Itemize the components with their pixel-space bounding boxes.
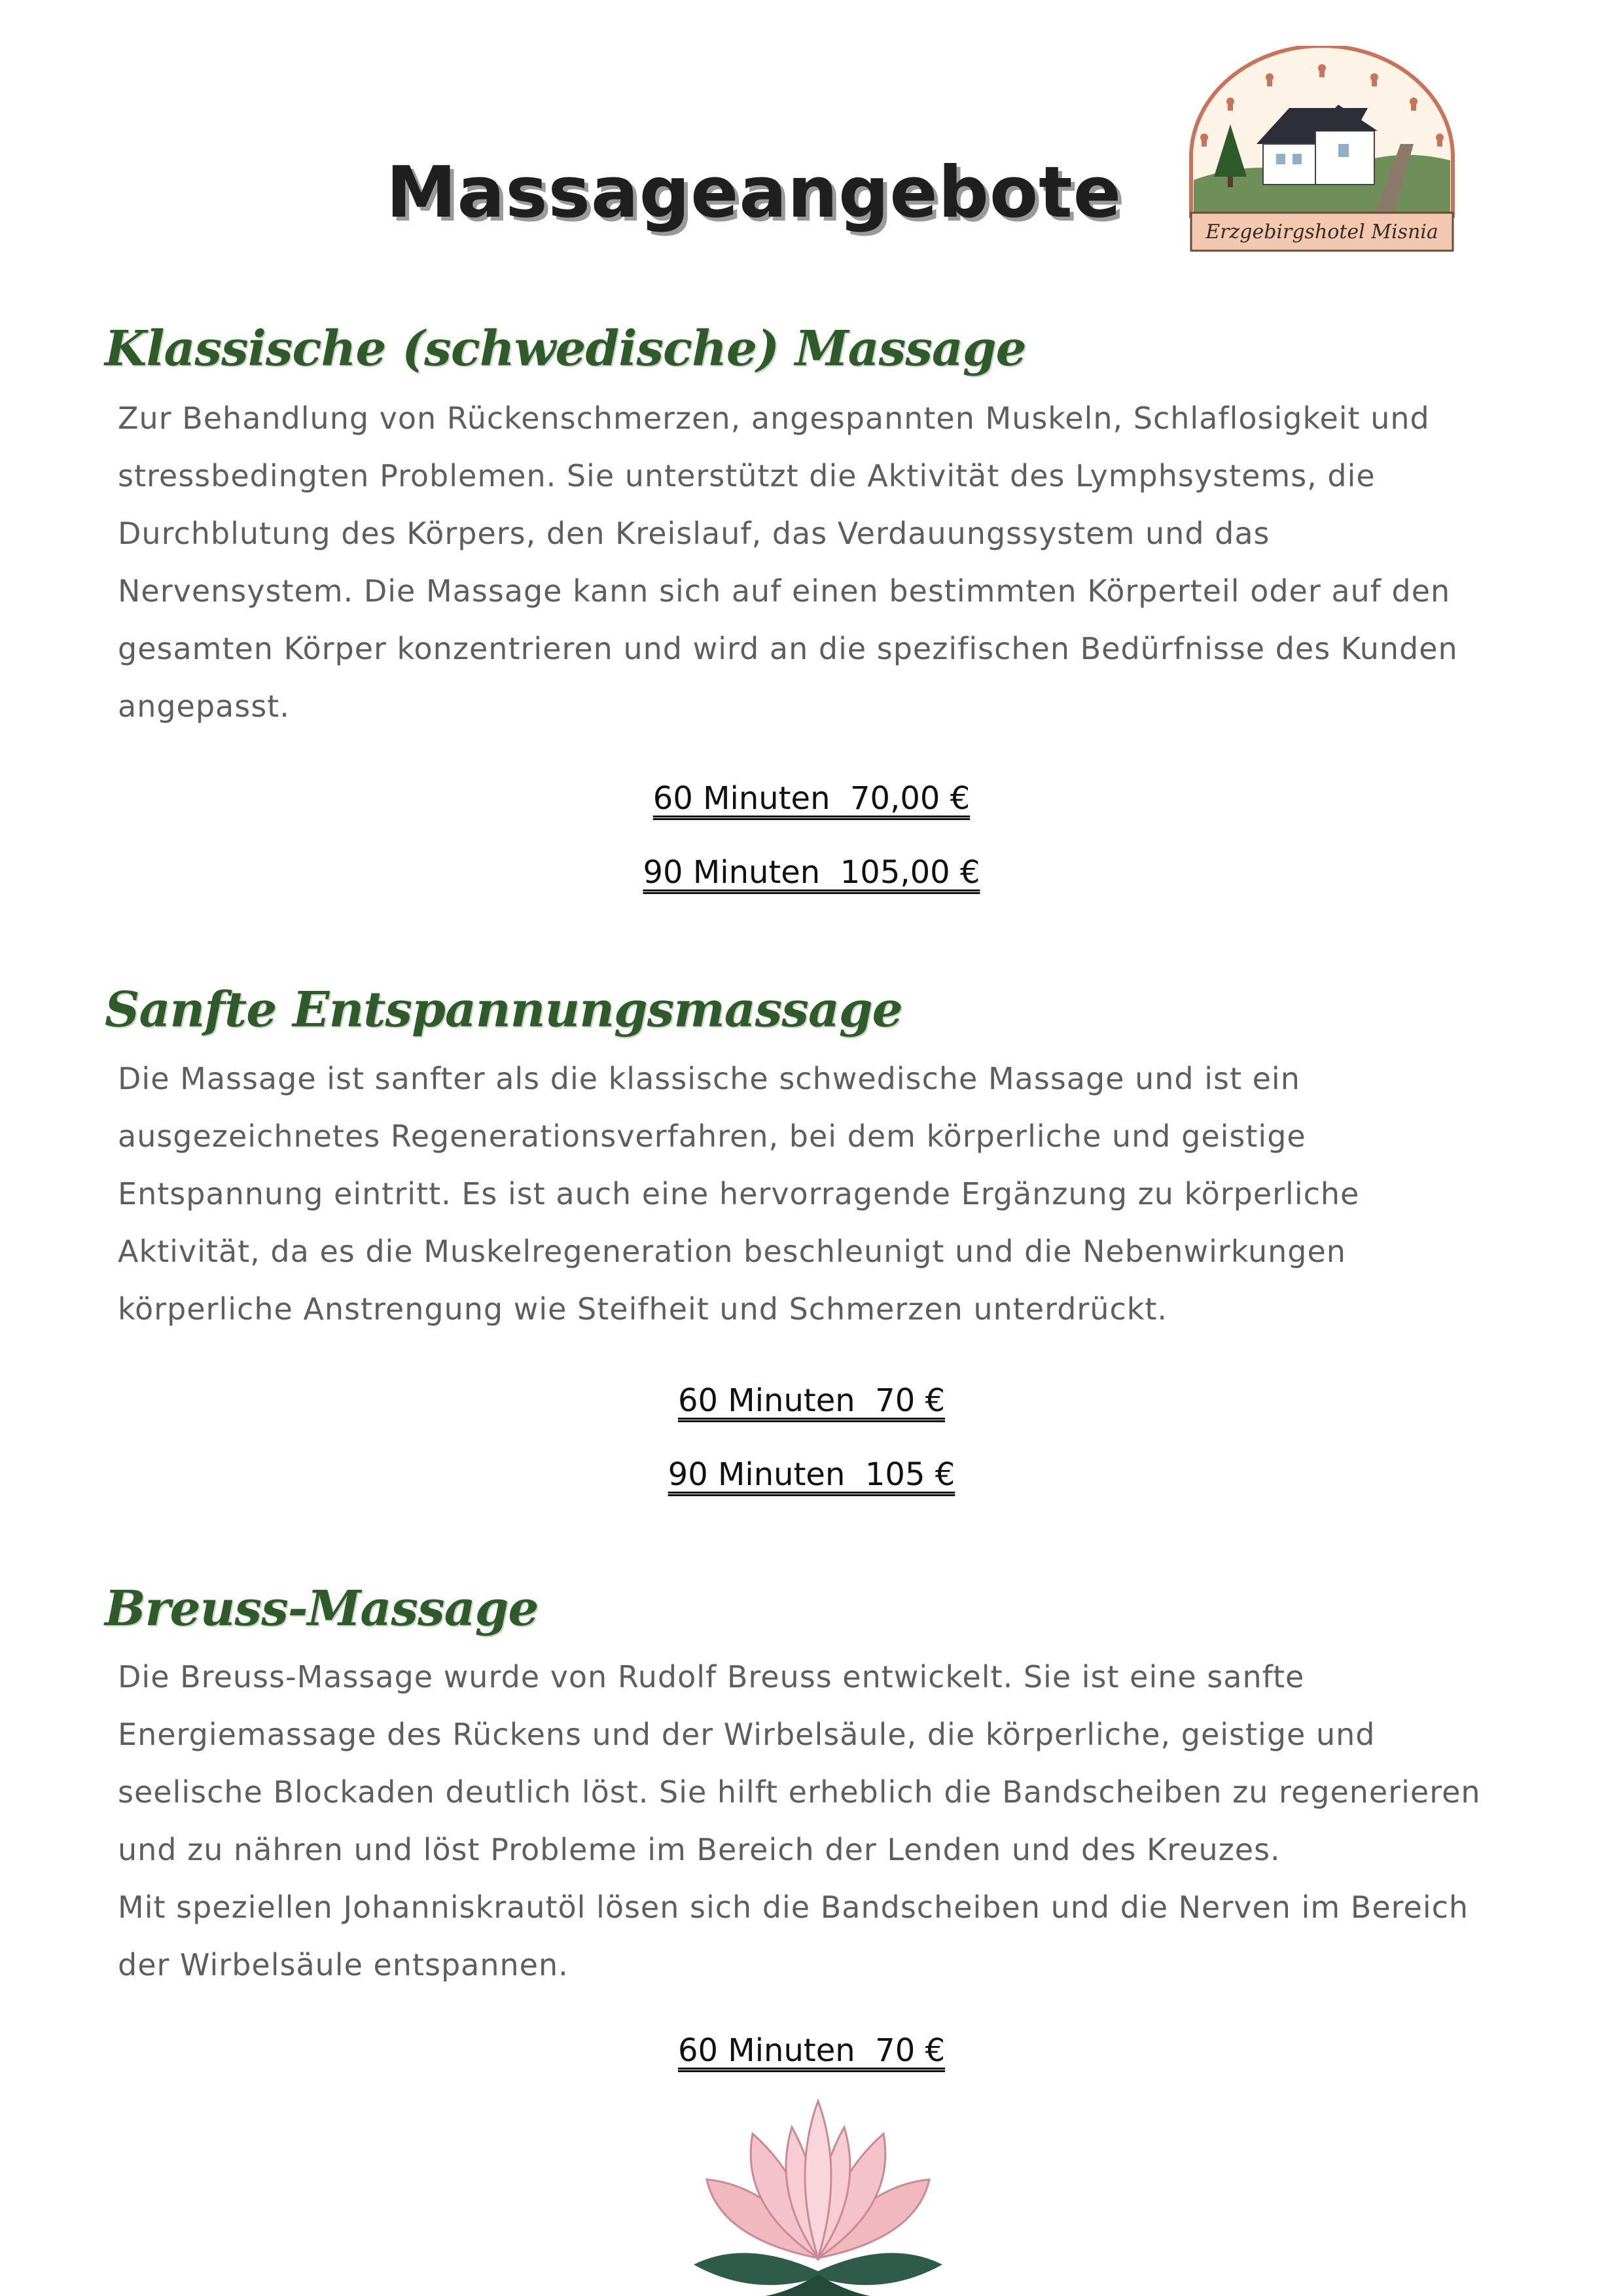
description-line: stressbedingten Problemen. Sie unterstützt die Aktivität des Lymphsystems, die — [118, 458, 1376, 493]
description-line: seelische Blockaden deutlich löst. Sie hilft erheblich die Bandscheiben zu regenerieren — [118, 1774, 1481, 1810]
description-line: Aktivität, da es die Muskelregeneration beschleunigt und die Nebenwirkungen — [118, 1234, 1346, 1269]
price-text: 90 Minuten 105 € — [668, 1456, 955, 1493]
description-line: Entspannung eintritt. Es ist auch eine hervorragende Ergänzung zu körperliche — [118, 1176, 1360, 1211]
price-text: 60 Minuten 70 € — [677, 1382, 946, 1419]
hotel-logo — [1178, 46, 1466, 255]
price-line — [0, 780, 1623, 817]
description-line: gesamten Körper konzentrieren und wird an die spezifischen Bedürfnisse des Kunden — [118, 631, 1458, 666]
description-line: angepasst. — [118, 689, 290, 724]
price-line — [0, 854, 1623, 891]
description-line: Die Breuss-Massage wurde von Rudolf Breuss entwickelt. Sie ist eine sanfte — [118, 1659, 1305, 1695]
description-line: Durchblutung des Körpers, den Kreislauf, das Verdauungssystem und das — [118, 516, 1270, 551]
price-line — [0, 1456, 1623, 1493]
section-description-classic-massage — [118, 389, 1544, 735]
price-line — [0, 1382, 1623, 1419]
price-text: 60 Minuten 70,00 € — [652, 780, 971, 817]
page-title: Massageangebote — [386, 152, 1122, 234]
lotus-flower-icon — [668, 2075, 969, 2296]
section-heading-breuss-massage: Breuss-Massage — [105, 1581, 539, 1637]
description-line: ausgezeichnetes Regenerationsverfahren, bei dem körperliche und geistige — [118, 1119, 1306, 1154]
section-description-breuss-massage — [118, 1648, 1544, 1994]
price-text: 90 Minuten 105,00 € — [643, 854, 980, 891]
description-line: Nervensystem. Die Massage kann sich auf einen bestimmten Körperteil oder auf den — [118, 573, 1451, 609]
section-heading-classic-massage: Klassische (schwedische) Massage — [105, 321, 1026, 377]
price-line — [0, 2032, 1623, 2069]
price-text: 60 Minuten 70 € — [677, 2032, 946, 2069]
description-line: körperliche Anstrengung wie Steifheit und Schmerzen unterdrückt. — [118, 1291, 1168, 1327]
logo-text: Erzgebirgshotel Misnia — [1205, 221, 1438, 243]
description-line: der Wirbelsäule entspannen. — [118, 1947, 569, 1982]
description-line: Mit speziellen Johanniskrautöl lösen sich die Bandscheiben und die Nerven im Bereich — [118, 1890, 1469, 1925]
description-line: Energiemassage des Rückens und der Wirbelsäule, die körperliche, geistige und — [118, 1717, 1376, 1752]
section-heading-relaxation-massage: Sanfte Entspannungsmassage — [105, 982, 902, 1038]
description-line: Die Massage ist sanfter als die klassische schwedische Massage und ist ein — [118, 1061, 1300, 1096]
description-line: Zur Behandlung von Rückenschmerzen, angespannten Muskeln, Schlaflosigkeit und — [118, 401, 1430, 436]
section-description-relaxation-massage — [118, 1050, 1544, 1338]
description-line: und zu nähren und löst Probleme im Bereich der Lenden und des Kreuzes. — [118, 1832, 1281, 1867]
